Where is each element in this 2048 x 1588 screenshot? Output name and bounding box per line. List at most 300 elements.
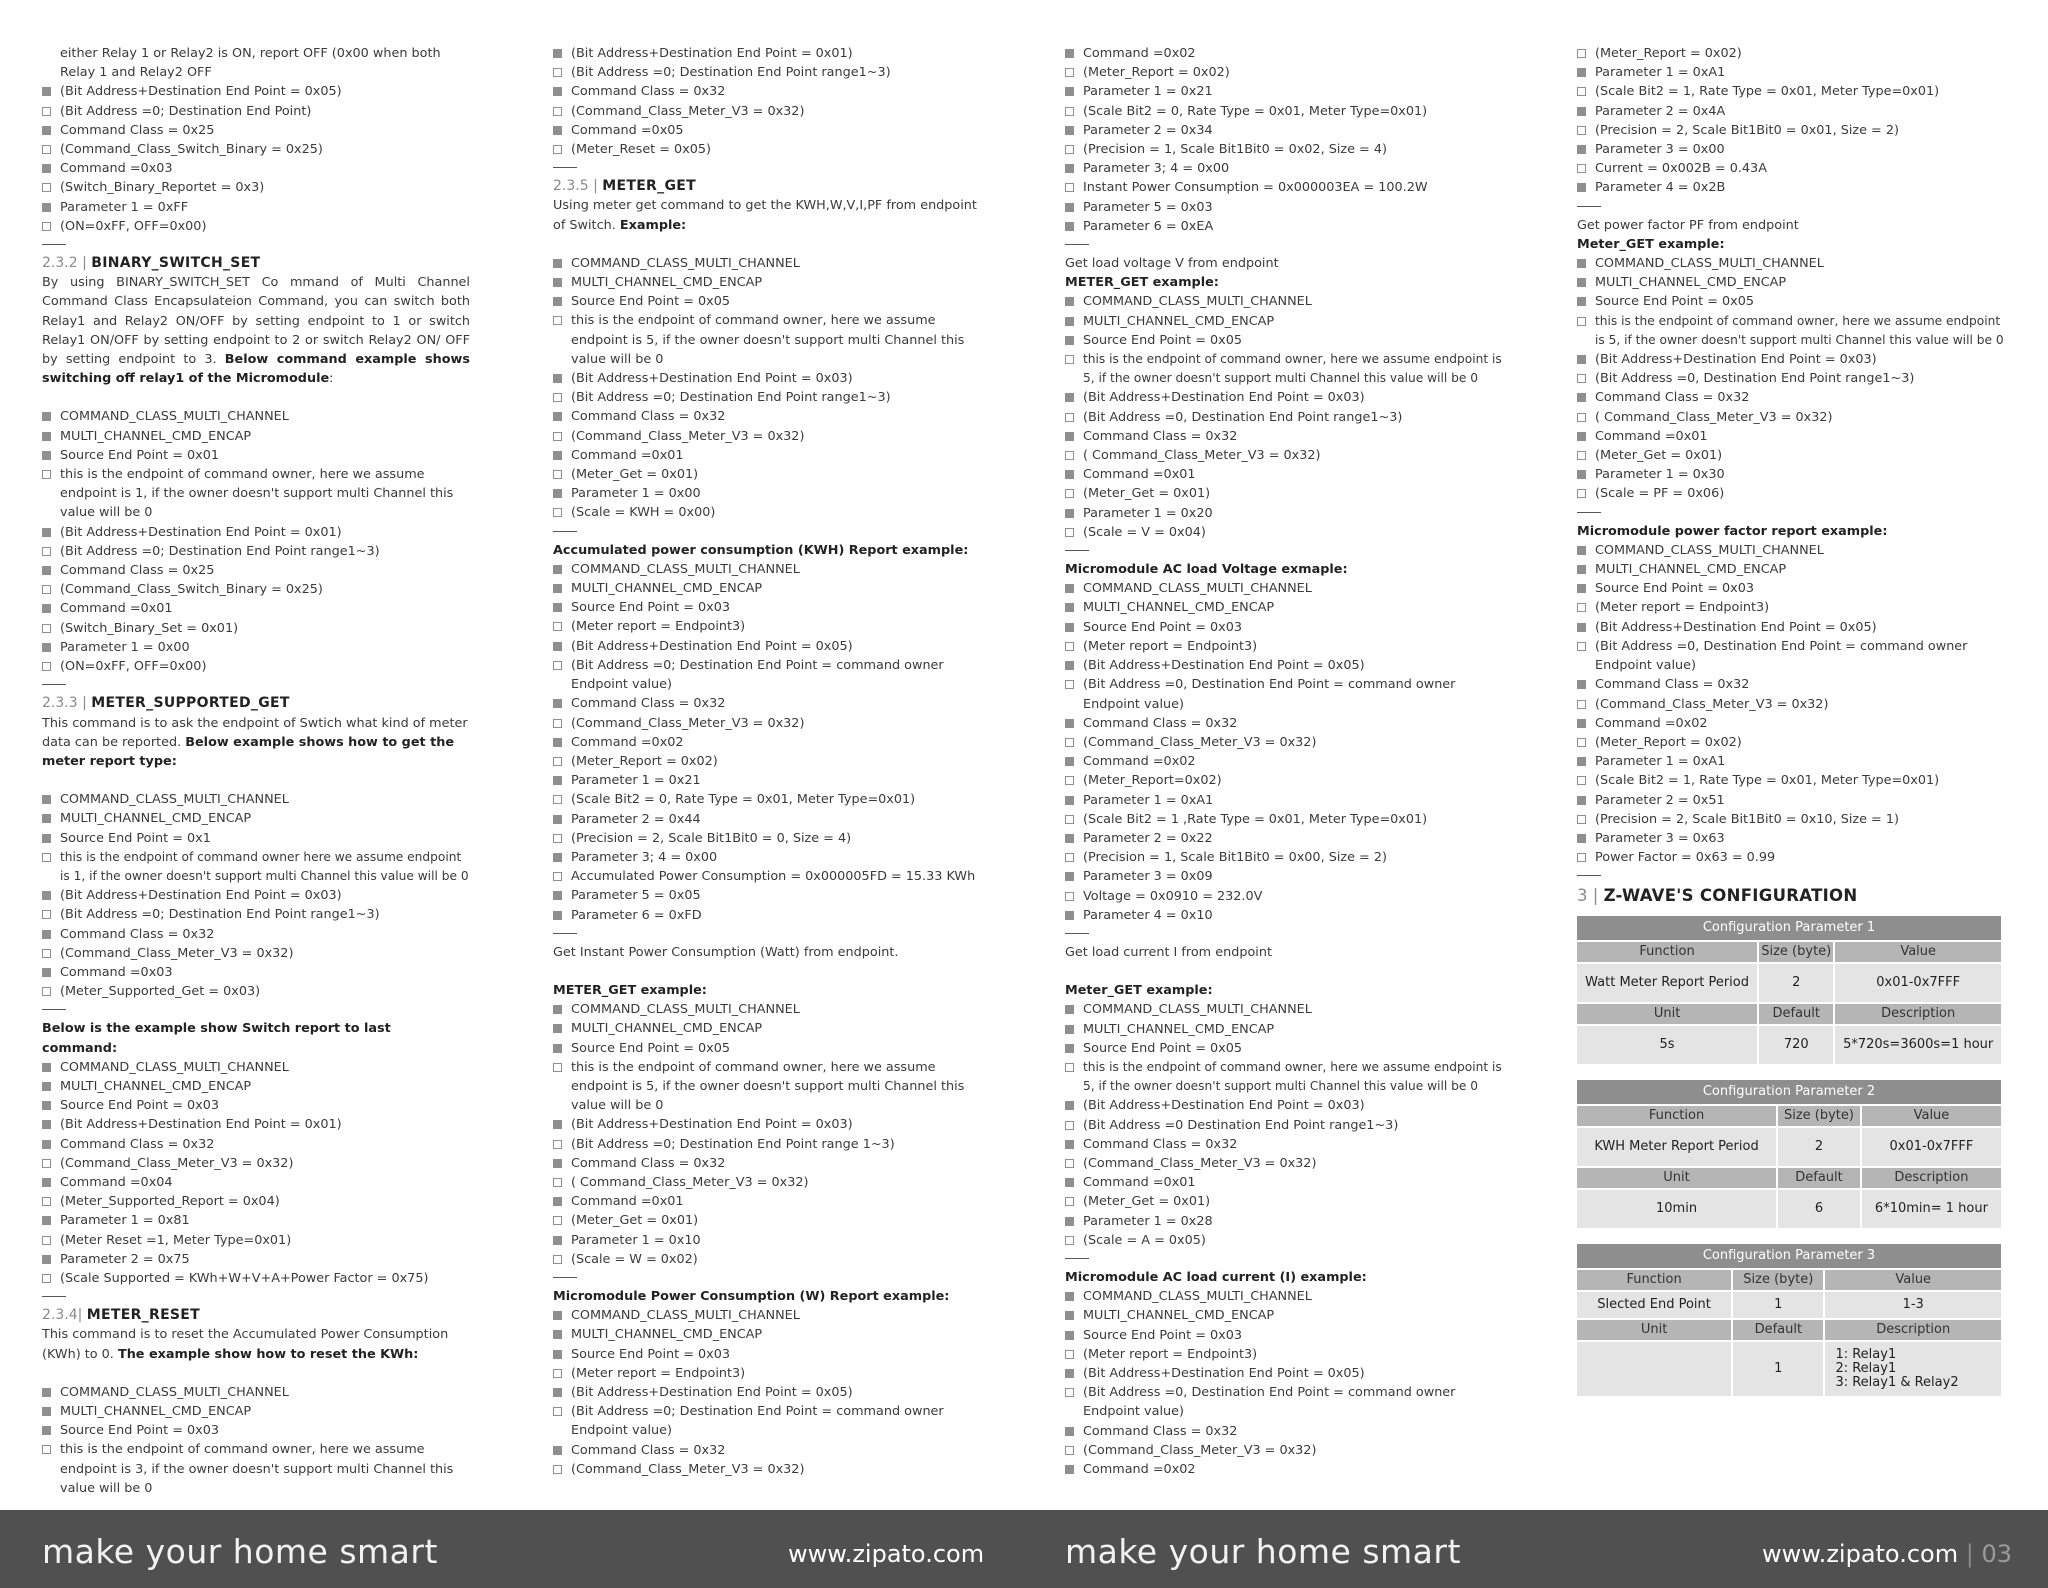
list-item: (Meter_Supported_Get = 0x03) [42,982,470,1001]
divider [553,1277,577,1278]
list-item: Parameter 3; 4 = 0x00 [553,848,993,867]
list-item: (Meter report = Endpoint3) [553,1364,993,1383]
list-item: MULTI_CHANNEL_CMD_ENCAP [42,1402,470,1421]
list-item: (Bit Address =0; Destination End Point range1~3) [42,905,470,924]
list-item: MULTI_CHANNEL_CMD_ENCAP [553,1325,993,1344]
list-item: (Command_Class_Meter_V3 = 0x32) [553,1460,993,1479]
paragraph-bold-text: Below command example shows switching off relay1 of the Micromodule [42,352,470,387]
list-item: COMMAND_CLASS_MULTI_CHANNEL [42,790,470,809]
table-cell [1577,1342,1731,1396]
list-item: Command Class = 0x32 [553,1154,993,1173]
footer-separator: | [1965,1540,1974,1568]
table-cell: 2 [1778,1128,1860,1166]
paragraph-bold-text: Below is the example show Switch report to last command: [42,1021,391,1056]
section-heading-2-3-4 [42,1306,470,1325]
list-item: Parameter 3 = 0x09 [1065,867,1505,886]
list-item: (Bit Address =0 Destination End Point range1~3) [1065,1116,1505,1135]
list-item: this is the endpoint of command owner, here we assume endpoint is 5, if the owner doesn't support multi Channel this value will be 0 [1065,350,1505,388]
list-item: Command Class = 0x32 [1065,1422,1505,1441]
divider [42,684,66,685]
column-1 [42,44,470,1498]
table-cell: 1-3 [1825,1292,2001,1318]
section-number: 2.3.5 | [553,178,598,195]
list-item: (Bit Address =0; Destination End Point range1~3) [42,542,470,561]
table-cell: 0x01-0x7FFF [1835,964,2001,1002]
section-title: BINARY_SWITCH_SET [91,255,261,272]
list-item: (Precision = 1, Scale Bit1Bit0 = 0x02, Size = 4) [1065,140,1505,159]
list-item: COMMAND_CLASS_MULTI_CHANNEL [42,1058,470,1077]
list-item: this is the endpoint of command owner, here we assume endpoint is 5, if the owner doesn't support multi Channel this value will be 0 [1577,312,2007,350]
list-item: Parameter 3; 4 = 0x00 [1065,159,1505,178]
page-number: 03 [1981,1540,2012,1568]
list-item: Parameter 1 = 0xA1 [1577,63,2007,82]
table-header: Function [1577,942,1757,962]
section-number: 3 | [1577,886,1599,906]
list-item: (Bit Address+Destination End Point = 0x05) [1577,618,2007,637]
list-item: (Command_Class_Meter_V3 = 0x32) [1065,733,1505,752]
list-item: Parameter 2 = 0x51 [1577,791,2007,810]
table-header: Default [1759,1004,1833,1024]
list-item: MULTI_CHANNEL_CMD_ENCAP [1065,312,1505,331]
table-cell-line: 3: Relay1 & Relay2 [1835,1374,1959,1390]
list-item: (Scale Bit2 = 1, Rate Type = 0x01, Meter Type=0x01) [1577,771,2007,790]
list-item: Source End Point = 0x03 [42,1096,470,1115]
list-item: COMMAND_CLASS_MULTI_CHANNEL [1065,1287,1505,1306]
list-item: (Scale Bit2 = 1 ,Rate Type = 0x01, Meter Type=0x01) [1065,810,1505,829]
table-caption: Configuration Parameter 1 [1577,916,2001,940]
paragraph-bold-text: METER_GET example: [1065,275,1219,291]
list-item: (Bit Address =0, Destination End Point = command owner Endpoint value) [1065,1383,1505,1421]
section-number: 2.3.2 | [42,255,87,272]
list-item: Command Class = 0x32 [553,82,993,101]
table-cell: 0x01-0x7FFF [1862,1128,2001,1166]
list-item: (Meter_Get = 0x01) [553,1211,993,1230]
table-header: Function [1577,1270,1731,1290]
list-item: (ON=0xFF, OFF=0x00) [42,217,470,236]
list-item: Command =0x02 [1577,714,2007,733]
list-item: Command =0x02 [1065,1460,1505,1479]
list-item: MULTI_CHANNEL_CMD_ENCAP [42,1077,470,1096]
list-item: (Bit Address+Destination End Point = 0x03) [553,369,993,388]
list-item: Current = 0x002B = 0.43A [1577,159,2007,178]
list-item: Power Factor = 0x63 = 0.99 [1577,848,2007,867]
column-4 [1577,44,2007,1410]
list-item: (Meter_Report=0x02) [1065,771,1505,790]
list-item: Instant Power Consumption = 0x000003EA = 100.2W [1065,178,1505,197]
paragraph-bold-text: Meter_GET example: [1065,983,1213,999]
list-item: MULTI_CHANNEL_CMD_ENCAP [1065,598,1505,617]
paragraph-bold-text: Micromodule Power Consumption (W) Report example: [553,1288,950,1304]
list-item: Parameter 4 = 0x10 [1065,906,1505,925]
list-item: (Bit Address =0; Destination End Point = command owner Endpoint value) [553,656,993,694]
paragraph-bold-text: Accumulated power consumption (KWH) Report example: [553,542,969,558]
list-item: Parameter 1 = 0x10 [553,1231,993,1250]
list-item: (Precision = 2, Scale Bit1Bit0 = 0, Size = 4) [553,829,993,848]
footer-url-left[interactable]: www.zipato.com [788,1540,985,1568]
list-item: (ON=0xFF, OFF=0x00) [42,657,470,676]
table-header: Value [1862,1106,2001,1126]
list-item: (Scale = A = 0x05) [1065,1231,1505,1250]
list-item: (Bit Address+Destination End Point = 0x01) [42,523,470,542]
list-item: (Meter_Get = 0x01) [553,465,993,484]
list-item: Parameter 5 = 0x03 [1065,198,1505,217]
table-cell: 6 [1778,1190,1860,1228]
list-item: ( Command_Class_Meter_V3 = 0x32) [1577,408,2007,427]
list-item: Command =0x01 [1065,465,1505,484]
list-item: (Bit Address+Destination End Point = 0x05) [1065,656,1505,675]
list-item: Command =0x02 [553,733,993,752]
list-item: (Switch_Binary_Set = 0x01) [42,619,470,638]
divider [553,531,577,532]
divider [1065,550,1089,551]
list-item: Command =0x02 [1065,44,1505,63]
list-item: (Meter report = Endpoint3) [1065,637,1505,656]
table-cell: KWH Meter Report Period [1577,1128,1776,1166]
list-item: (Command_Class_Meter_V3 = 0x32) [553,714,993,733]
table-cell: 1 [1733,1342,1823,1396]
list-item: Source End Point = 0x05 [1065,1039,1505,1058]
list-item: this is the endpoint of command owner, here we assume endpoint is 3, if the owner doesn't support multi Channel this value will be 0 [42,1440,470,1498]
table-cell: 10min [1577,1190,1776,1228]
list-item: (Bit Address+Destination End Point = 0x05) [553,637,993,656]
list-item: (Scale = V = 0x04) [1065,523,1505,542]
divider [1577,875,1601,876]
list-item: (Command_Class_Meter_V3 = 0x32) [1065,1441,1505,1460]
list-item: MULTI_CHANNEL_CMD_ENCAP [42,809,470,828]
list-item: ( Command_Class_Meter_V3 = 0x32) [1065,446,1505,465]
section-heading-2-3-3 [42,694,470,713]
list-item: Parameter 4 = 0x2B [1577,178,2007,197]
list-item: MULTI_CHANNEL_CMD_ENCAP [1577,560,2007,579]
paragraph-bold-text: The example show how to reset the KWh: [117,1346,419,1362]
list-item: Command Class = 0x32 [553,1441,993,1460]
list-item: MULTI_CHANNEL_CMD_ENCAP [1065,1020,1505,1039]
list-item: MULTI_CHANNEL_CMD_ENCAP [553,579,993,598]
table-header: Description [1825,1320,2001,1340]
paragraph: Get power factor PF from endpoint [1577,217,1799,233]
list-item: Parameter 1 = 0x00 [42,638,470,657]
list-item: (Bit Address+Destination End Point = 0x03) [42,886,470,905]
table-header: Size (byte) [1759,942,1833,962]
footer-url-right[interactable]: www.zipato.com [1762,1540,1959,1568]
divider [42,1009,66,1010]
list-item: (Scale = PF = 0x06) [1577,484,2007,503]
list-item: (Scale Bit2 = 0, Rate Type = 0x01, Meter Type=0x01) [1065,102,1505,121]
list-item: Source End Point = 0x03 [553,598,993,617]
paragraph-text: : [329,371,334,387]
list-item: Parameter 1 = 0x00 [553,484,993,503]
list-item: COMMAND_CLASS_MULTI_CHANNEL [1577,541,2007,560]
list-item: (Command_Class_Meter_V3 = 0x32) [42,1154,470,1173]
list-item: Command Class = 0x32 [553,694,993,713]
list-item: Parameter 2 = 0x75 [42,1250,470,1269]
section-title: METER_SUPPORTED_GET [91,695,290,712]
paragraph-bold-text: Below example shows how to get the meter report type: [42,734,454,769]
list-item: (Meter_Supported_Report = 0x04) [42,1192,470,1211]
table-cell [1825,1342,2001,1396]
list-item: (Command_Class_Switch_Binary = 0x25) [42,140,470,159]
list-item: Parameter 1 = 0x21 [1065,82,1505,101]
list-item: (Meter_Report = 0x02) [1577,733,2007,752]
config-table-2 [1575,1078,2003,1230]
config-table-3 [1575,1242,2003,1398]
list-item: Source End Point = 0x05 [1577,292,2007,311]
list-item: Source End Point = 0x03 [1065,1326,1505,1345]
table-cell: 6*10min= 1 hour [1862,1190,2001,1228]
paragraph: Get load current I from endpoint [1065,944,1272,960]
list-item: this is the endpoint of command owner, here we assume endpoint is 5, if the owner doesn't support multi Channel this value will be 0 [553,1058,993,1116]
list-item: Source End Point = 0x03 [1065,618,1505,637]
list-item: (Meter_Report = 0x02) [553,752,993,771]
list-item: COMMAND_CLASS_MULTI_CHANNEL [553,254,993,273]
list-item: (Bit Address+Destination End Point = 0x05) [1065,1364,1505,1383]
list-item: (Meter_Get = 0x01) [1065,484,1505,503]
list-item: MULTI_CHANNEL_CMD_ENCAP [553,273,993,292]
table-cell: 5s [1577,1026,1757,1064]
footer-tagline-right: make your home smart [1065,1532,1461,1571]
divider [42,1296,66,1297]
list-item: Source End Point = 0x05 [553,1039,993,1058]
list-item: (Precision = 2, Scale Bit1Bit0 = 0x10, Size = 1) [1577,810,2007,829]
list-item: MULTI_CHANNEL_CMD_ENCAP [1065,1306,1505,1325]
list-item: Source End Point = 0x01 [42,446,470,465]
table-header: Unit [1577,1168,1776,1188]
footer-tagline-left: make your home smart [42,1532,438,1571]
table-header: Default [1733,1320,1823,1340]
list-item: Parameter 3 = 0x00 [1577,140,2007,159]
table-header: Default [1778,1168,1860,1188]
list-item: Command Class = 0x32 [1065,714,1505,733]
list-item: Parameter 2 = 0x4A [1577,102,2007,121]
table-cell: 720 [1759,1026,1833,1064]
table-caption: Configuration Parameter 3 [1577,1244,2001,1268]
table-header: Function [1577,1106,1776,1126]
list-item: Command =0x01 [1577,427,2007,446]
list-item: COMMAND_CLASS_MULTI_CHANNEL [553,1000,993,1019]
table-header: Description [1835,1004,2001,1024]
divider [42,244,66,245]
list-item: Parameter 1 = 0xA1 [1577,752,2007,771]
table-header: Value [1825,1270,2001,1290]
list-item: Parameter 1 = 0x20 [1065,504,1505,523]
paragraph-bold-text: METER_GET example: [553,982,707,998]
list-item: Parameter 2 = 0x22 [1065,829,1505,848]
config-table-1 [1575,914,2003,1066]
list-item: COMMAND_CLASS_MULTI_CHANNEL [1065,579,1505,598]
list-item: (Meter Reset =1, Meter Type=0x01) [42,1231,470,1250]
divider [1065,244,1089,245]
list-item: Voltage = 0x0910 = 232.0V [1065,887,1505,906]
list-item: (Scale Supported = KWh+W+V+A+Power Factor = 0x75) [42,1269,470,1288]
list-item: Command =0x03 [42,159,470,178]
paragraph-bold-text: Micromodule power factor report example: [1577,523,1888,539]
list-item: (Bit Address+Destination End Point = 0x01) [42,1115,470,1134]
list-item: COMMAND_CLASS_MULTI_CHANNEL [42,407,470,426]
list-item: this is the endpoint of command owner here we assume endpoint is 1, if the owner doesn't support multi Channel this value will be 0 [42,848,470,886]
list-item: (Scale Bit2 = 0, Rate Type = 0x01, Meter Type=0x01) [553,790,993,809]
list-item: Accumulated Power Consumption = 0x000005FD = 15.33 KWh [553,867,993,886]
list-item: (Meter_Report = 0x02) [1577,44,2007,63]
column-3 [1065,44,1505,1479]
list-item: (Bit Address+Destination End Point = 0x03) [1065,1096,1505,1115]
list-item: (Precision = 1, Scale Bit1Bit0 = 0x00, Size = 2) [1065,848,1505,867]
section-title: Z-WAVE'S CONFIGURATION [1603,886,1858,906]
list-item: (Bit Address =0; Destination End Point range1~3) [553,63,993,82]
footer-page-info [1762,1540,2012,1568]
table-cell: 1 [1733,1292,1823,1318]
list-item: Command =0x02 [1065,752,1505,771]
list-item: Source End Point = 0x05 [553,292,993,311]
list-item: (Bit Address+Destination End Point = 0x01) [553,44,993,63]
list-item: Parameter 1 = 0x81 [42,1211,470,1230]
table-header: Description [1862,1168,2001,1188]
list-item: Source End Point = 0x1 [42,829,470,848]
list-item: Command Class = 0x25 [42,121,470,140]
list-item: (Command_Class_Meter_V3 = 0x32) [1577,695,2007,714]
list-item: Parameter 2 = 0x44 [553,810,993,829]
list-item: Parameter 3 = 0x63 [1577,829,2007,848]
list-item: Command =0x01 [553,1192,993,1211]
column-2 [553,44,993,1479]
list-item: (Meter_Report = 0x02) [1065,63,1505,82]
list-item: Command Class = 0x32 [42,925,470,944]
paragraph-bold-text: Meter_GET example: [1577,236,1725,252]
list-item: this is the endpoint of command owner, here we assume endpoint is 5, if the owner doesn't support multi Channel this value will be 0 [553,311,993,369]
table-cell: 5*720s=3600s=1 hour [1835,1026,2001,1064]
list-item: MULTI_CHANNEL_CMD_ENCAP [553,1019,993,1038]
paragraph-text: By using BINARY_SWITCH_SET Co mmand of Multi Channel Command Class Encapsulateion Command, you can switch both Relay1 and Relay2 ON/OFF by setting endpoint to 1 or switch Relay1 ON/OFF by setting endpoint to 2 or switch Relay2 ON/ OFF by setting endpoint to 3. [42,275,470,368]
table-header: Unit [1577,1320,1731,1340]
paragraph: Get Instant Power Consumption (Watt) from endpoint. [553,944,899,960]
section-number: 2.3.3 | [42,695,87,712]
list-item: (Meter report = Endpoint3) [1065,1345,1505,1364]
list-item: (Bit Address =0; Destination End Point range1~3) [553,388,993,407]
list-item: COMMAND_CLASS_MULTI_CHANNEL [1065,1000,1505,1019]
list-item: (Meter report = Endpoint3) [1577,598,2007,617]
list-item: Command Class = 0x32 [1577,388,2007,407]
list-item: (Switch_Binary_Reportet = 0x3) [42,178,470,197]
list-item: (Command_Class_Meter_V3 = 0x32) [42,944,470,963]
list-item: Source End Point = 0x05 [1065,331,1505,350]
paragraph-bold-text: Micromodule AC load current (I) example: [1065,1269,1367,1285]
list-item: (Bit Address =0; Destination End Point = command owner Endpoint value) [553,1402,993,1440]
section-title: METER_GET [602,178,696,195]
list-item: Parameter 1 = 0x30 [1577,465,2007,484]
table-cell: 2 [1759,964,1833,1002]
list-item: Command =0x05 [553,121,993,140]
paragraph [42,273,470,388]
list-item: (Meter report = Endpoint3) [553,617,993,636]
table-header: Value [1835,942,2001,962]
list-item: COMMAND_CLASS_MULTI_CHANNEL [553,1306,993,1325]
divider [553,167,577,168]
list-item: Command =0x04 [42,1173,470,1192]
paragraph [553,196,993,234]
list-item: ( Command_Class_Meter_V3 = 0x32) [553,1173,993,1192]
list-item: Parameter 1 = 0xA1 [1065,791,1505,810]
section-heading-2-3-2 [42,254,470,273]
list-item: Command Class = 0x32 [1065,1135,1505,1154]
list-item: (Bit Address =0, Destination End Point = command owner Endpoint value) [1065,675,1505,713]
list-item: (Bit Address+Destination End Point = 0x03) [553,1115,993,1134]
table-header: Size (byte) [1733,1270,1823,1290]
list-item: Command Class = 0x32 [1577,675,2007,694]
table-header: Size (byte) [1778,1106,1860,1126]
paragraph-bold-text: Example: [619,217,687,233]
list-item: (Bit Address+Destination End Point = 0x03) [1065,388,1505,407]
list-item: (Command_Class_Meter_V3 = 0x32) [553,102,993,121]
list-item: (Precision = 2, Scale Bit1Bit0 = 0x01, Size = 2) [1577,121,2007,140]
section-number: 2.3.4| [42,1307,83,1324]
list-item: (Bit Address =0, Destination End Point = command owner Endpoint value) [1577,637,2007,675]
table-cell: Slected End Point [1577,1292,1731,1318]
table-caption: Configuration Parameter 2 [1577,1080,2001,1104]
list-item: Parameter 1 = 0x21 [553,771,993,790]
list-item: (Bit Address+Destination End Point = 0x03) [1577,350,2007,369]
list-item: Parameter 5 = 0x05 [553,886,993,905]
list-item: (Scale Bit2 = 1, Rate Type = 0x01, Meter Type=0x01) [1577,82,2007,101]
paragraph [42,1325,470,1363]
list-item: COMMAND_CLASS_MULTI_CHANNEL [42,1383,470,1402]
table-cell-line: 2: Relay1 [1835,1360,1897,1376]
list-item: (Bit Address =0, Destination End Point range1~3) [1577,369,2007,388]
list-item: (Bit Address =0; Destination End Point) [42,102,470,121]
divider [1065,1258,1089,1259]
paragraph [42,714,470,772]
list-item: COMMAND_CLASS_MULTI_CHANNEL [1577,254,2007,273]
table-header: Unit [1577,1004,1757,1024]
section-heading-2-3-5 [553,177,993,196]
divider [1577,512,1601,513]
list-item: (Meter_Get = 0x01) [1577,446,2007,465]
list-item: Command Class = 0x32 [42,1135,470,1154]
paragraph-text: This command is to reset the Accumulated Power Consumption (KWh) to 0. [42,1327,449,1362]
list-item: Source End Point = 0x03 [42,1421,470,1440]
list-item: Parameter 1 = 0xFF [42,198,470,217]
list-item: COMMAND_CLASS_MULTI_CHANNEL [1065,292,1505,311]
list-item: Command =0x03 [42,963,470,982]
list-item: Parameter 6 = 0xFD [553,906,993,925]
page-footer [0,1510,2048,1588]
list-item: Command =0x01 [1065,1173,1505,1192]
list-item: this is the endpoint of command owner, here we assume endpoint is 5, if the owner doesn't support multi Channel this value will be 0 [1065,1058,1505,1096]
list-item: (Scale = KWH = 0x00) [553,503,993,522]
section-title: METER_RESET [86,1307,201,1324]
list-item: Command Class = 0x25 [42,561,470,580]
divider [1577,206,1601,207]
list-item: Source End Point = 0x03 [553,1345,993,1364]
list-item: Parameter 2 = 0x34 [1065,121,1505,140]
table-cell-line: 1: Relay1 [1835,1346,1897,1362]
list-item: Command Class = 0x32 [1065,427,1505,446]
paragraph-bold-text: Micromodule AC load Voltage exmaple: [1065,562,1348,578]
list-item: Parameter 6 = 0xEA [1065,217,1505,236]
list-item: either Relay 1 or Relay2 is ON, report OFF (0x00 when both Relay 1 and Relay2 OFF [60,46,441,81]
list-item: (Bit Address+Destination End Point = 0x05) [42,82,470,101]
divider [1065,933,1089,934]
list-item: MULTI_CHANNEL_CMD_ENCAP [42,427,470,446]
section-heading-3 [1577,886,2007,905]
list-item: (Scale = W = 0x02) [553,1250,993,1269]
list-item: this is the endpoint of command owner, here we assume endpoint is 1, if the owner doesn't support multi Channel this value will be 0 [42,465,470,523]
paragraph-text: This command is to ask the endpoint of Swtich what kind of meter data can be reported. [42,715,468,750]
list-item: (Command_Class_Meter_V3 = 0x32) [1065,1154,1505,1173]
list-item: Command Class = 0x32 [553,407,993,426]
list-item: Command =0x01 [42,599,470,618]
list-item: (Bit Address =0; Destination End Point range 1~3) [553,1135,993,1154]
list-item: MULTI_CHANNEL_CMD_ENCAP [1577,273,2007,292]
list-item: (Meter_Reset = 0x05) [553,140,993,159]
